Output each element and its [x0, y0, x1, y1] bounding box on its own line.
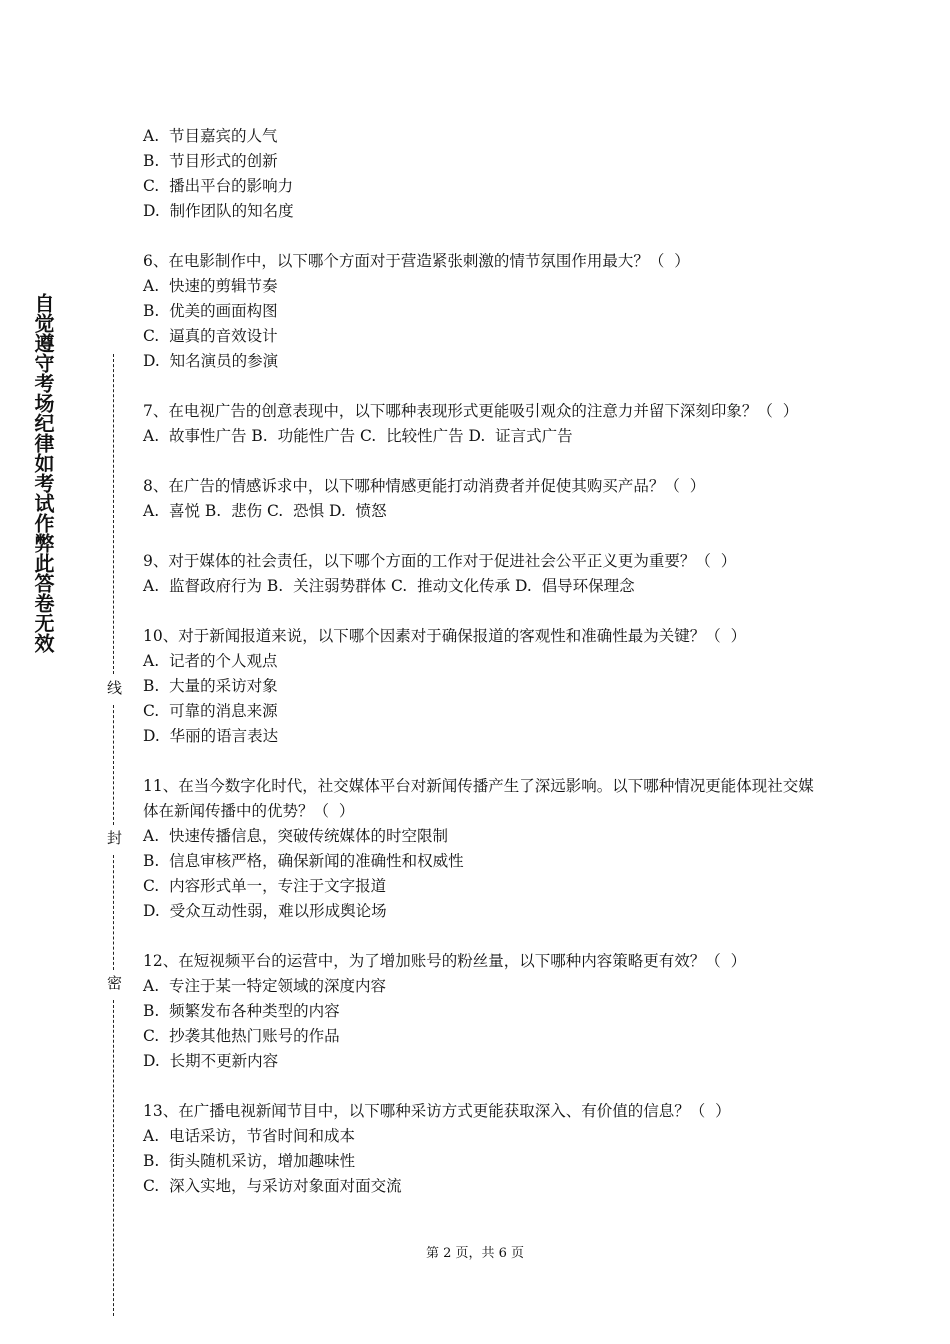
option: D. 知名演员的参演 [143, 352, 279, 370]
question-9 [143, 549, 823, 599]
seal-label-seal: 封 [105, 830, 123, 845]
question-11 [143, 774, 823, 924]
option: A. 快速传播信息，突破传统媒体的时空限制 [143, 827, 448, 845]
question-text: 7、在电视广告的创意表现中，以下哪种表现形式更能吸引观众的注意力并留下深刻印象？（ ） [143, 402, 799, 420]
seal-line-segment [113, 1000, 114, 1316]
option: A. 快速的剪辑节奏 [143, 277, 278, 295]
question-text: 12、在短视频平台的运营中，为了增加账号的粉丝量，以下哪种内容策略更有效？（ ） [143, 952, 747, 970]
option: D. 受众互动性弱，难以形成舆论场 [143, 902, 387, 920]
question-text: 9、对于媒体的社会责任，以下哪个方面的工作对于促进社会公平正义更为重要？（ ） [143, 552, 737, 570]
question-text: 11、在当今数字化时代，社交媒体平台对新闻传播产生了深远影响。以下哪种情况更能体现社交媒体在新闻传播中的优势？（ ） [143, 777, 814, 820]
question-text: 13、在广播电视新闻节目中，以下哪种采访方式更能获取深入、有价值的信息？（ ） [143, 1102, 731, 1120]
seal-label-closed: 密 [105, 975, 123, 990]
option: C. 深入实地，与采访对象面对面交流 [143, 1177, 402, 1195]
option: A. 专注于某一特定领域的深度内容 [143, 977, 386, 995]
question-12 [143, 949, 823, 1074]
option: B. 频繁发布各种类型的内容 [143, 1002, 340, 1020]
question-7 [143, 399, 823, 449]
option: A. 节目嘉宾的人气 [143, 127, 278, 145]
exam-rules-warning: 自觉遵守考场纪律如考试作弊此答卷无效 [31, 293, 55, 653]
seal-label-line: 线 [105, 680, 123, 695]
option: D. 华丽的语言表达 [143, 727, 279, 745]
option: A. 监督政府行为 B. 关注弱势群体 C. 推动文化传承 D. 倡导环保理念 [143, 577, 635, 595]
question-text: 10、对于新闻报道来说，以下哪个因素对于确保报道的客观性和准确性最为关键？（ ） [143, 627, 747, 645]
question-content [143, 124, 823, 1224]
seal-line-segment [113, 855, 114, 970]
option: A. 喜悦 B. 悲伤 C. 恐惧 D. 愤怒 [143, 502, 387, 520]
seal-line-segment [113, 354, 114, 674]
option: C. 可靠的消息来源 [143, 702, 278, 720]
previous-question-options [143, 124, 823, 224]
option: B. 信息审核严格，确保新闻的准确性和权威性 [143, 852, 464, 870]
option: C. 内容形式单一，专注于文字报道 [143, 877, 387, 895]
option: C. 播出平台的影响力 [143, 177, 294, 195]
option: C. 逼真的音效设计 [143, 327, 278, 345]
page-number: 第 2 页，共 6 页 [425, 1246, 525, 1261]
option: A. 记者的个人观点 [143, 652, 278, 670]
question-8 [143, 474, 823, 524]
option: B. 节目形式的创新 [143, 152, 278, 170]
option: B. 街头随机采访，增加趣味性 [143, 1152, 356, 1170]
option: D. 长期不更新内容 [143, 1052, 279, 1070]
seal-line-segment [113, 705, 114, 825]
question-6 [143, 249, 823, 374]
option: B. 优美的画面构图 [143, 302, 278, 320]
question-13 [143, 1099, 823, 1199]
option: D. 制作团队的知名度 [143, 202, 294, 220]
option: A. 电话采访，节省时间和成本 [143, 1127, 355, 1145]
question-10 [143, 624, 823, 749]
option: C. 抄袭其他热门账号的作品 [143, 1027, 340, 1045]
question-text: 8、在广告的情感诉求中，以下哪种情感更能打动消费者并促使其购买产品？（ ） [143, 477, 706, 495]
question-text: 6、在电影制作中，以下哪个方面对于营造紧张刺激的情节氛围作用最大？（ ） [143, 252, 690, 270]
option: A. 故事性广告 B. 功能性广告 C. 比较性广告 D. 证言式广告 [143, 427, 573, 445]
option: B. 大量的采访对象 [143, 677, 278, 695]
